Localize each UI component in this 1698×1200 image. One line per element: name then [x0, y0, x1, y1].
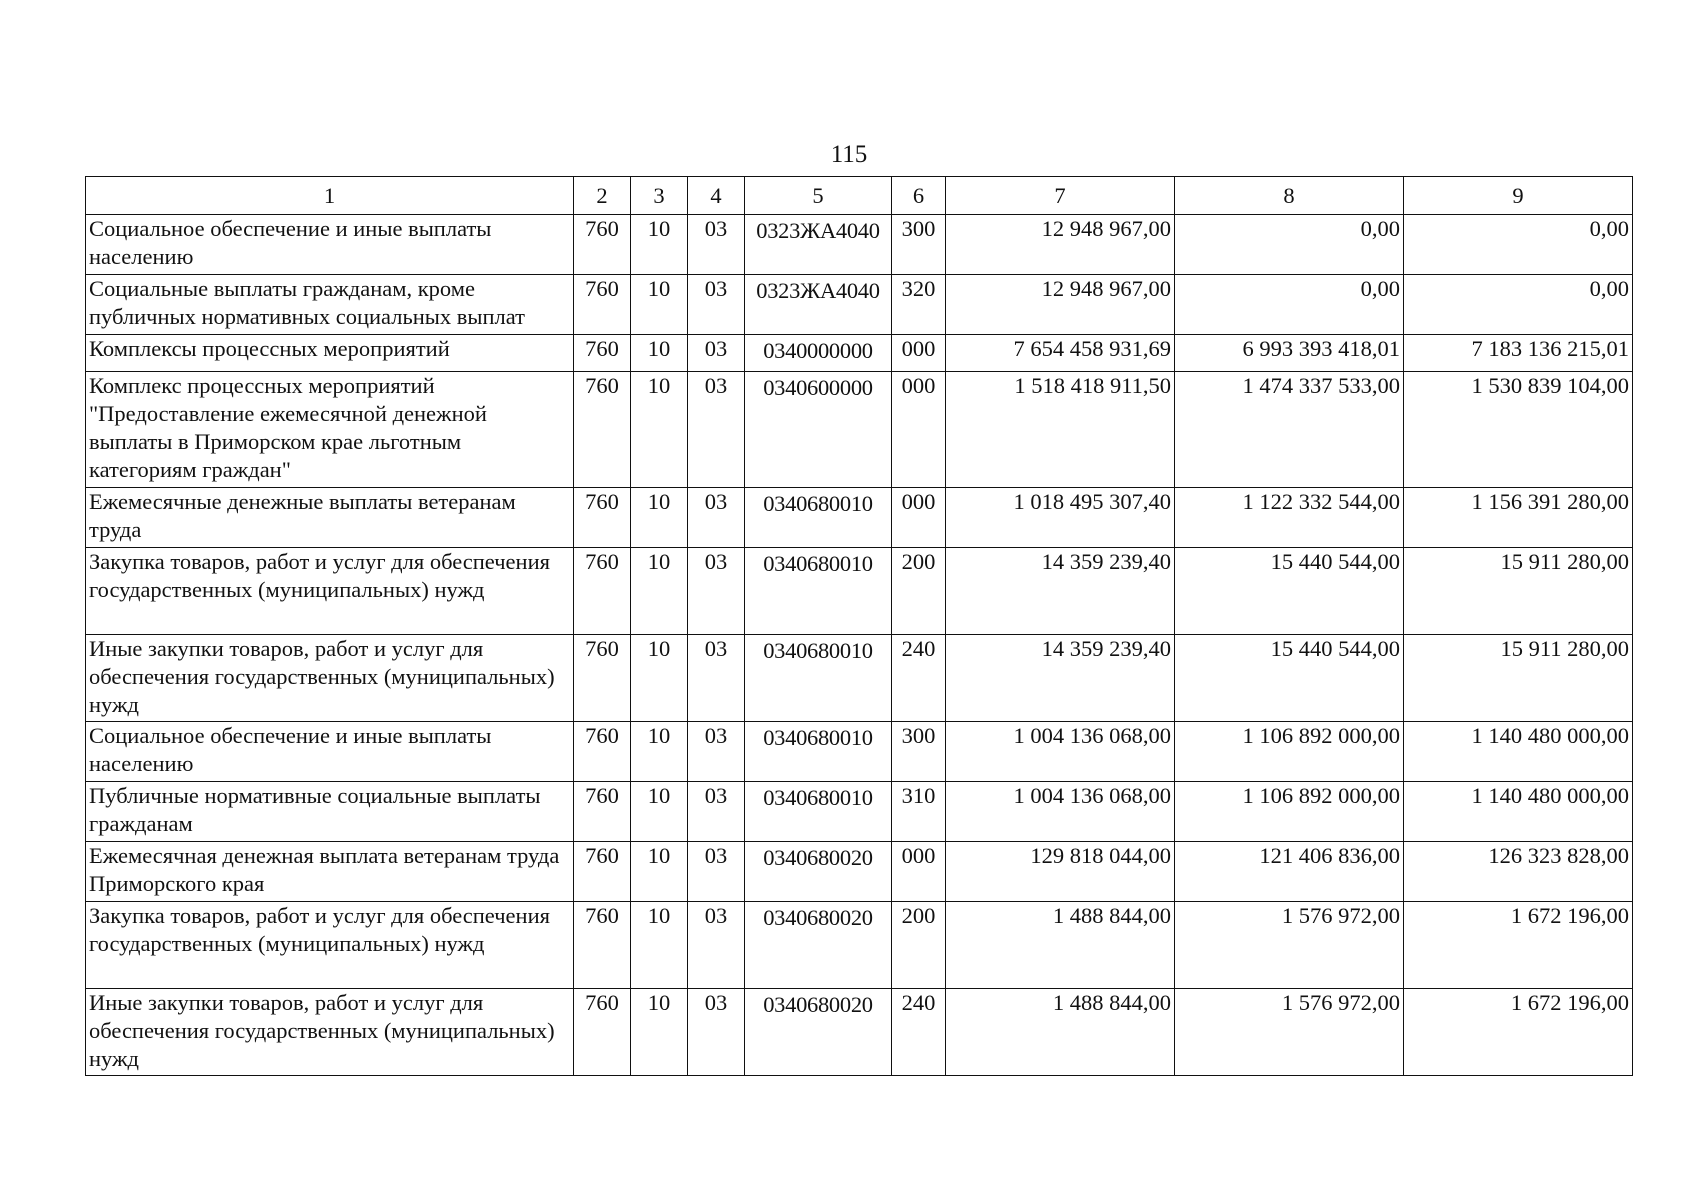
row-section: 10 — [631, 488, 688, 548]
row-expense-type: 240 — [892, 989, 946, 1076]
row-name: Иные закупки товаров, работ и услуг для обеспечения государственных (муниципальных) нужд — [86, 989, 574, 1076]
row-grbs: 760 — [574, 215, 631, 275]
row-subsection: 03 — [688, 215, 745, 275]
row-section: 10 — [631, 722, 688, 782]
row-grbs: 760 — [574, 722, 631, 782]
row-expense-type: 200 — [892, 548, 946, 635]
table-row — [86, 215, 1633, 275]
row-amount-1: 7 654 458 931,69 — [946, 335, 1175, 372]
row-target-article: 0340680010 — [745, 782, 892, 842]
row-amount-1: 14 359 239,40 — [946, 635, 1175, 722]
row-expense-type: 300 — [892, 215, 946, 275]
row-grbs: 760 — [574, 548, 631, 635]
row-section: 10 — [631, 902, 688, 989]
row-target-article: 0340680010 — [745, 722, 892, 782]
row-expense-type: 240 — [892, 635, 946, 722]
row-amount-3: 1 156 391 280,00 — [1404, 488, 1633, 548]
row-grbs: 760 — [574, 989, 631, 1076]
header-cell-amount-3: 9 — [1404, 177, 1633, 215]
row-target-article: 0340680010 — [745, 488, 892, 548]
row-amount-2: 1 106 892 000,00 — [1175, 722, 1404, 782]
row-expense-type: 300 — [892, 722, 946, 782]
row-section: 10 — [631, 372, 688, 488]
row-section: 10 — [631, 215, 688, 275]
row-target-article: 0340600000 — [745, 372, 892, 488]
table-row — [86, 335, 1633, 372]
row-name: Комплексы процессных мероприятий — [86, 335, 574, 372]
row-target-article: 0340680020 — [745, 842, 892, 902]
row-grbs: 760 — [574, 782, 631, 842]
table-row — [86, 635, 1633, 722]
row-subsection: 03 — [688, 722, 745, 782]
row-grbs: 760 — [574, 372, 631, 488]
row-subsection: 03 — [688, 842, 745, 902]
header-cell-section: 3 — [631, 177, 688, 215]
row-amount-3: 15 911 280,00 — [1404, 635, 1633, 722]
row-section: 10 — [631, 842, 688, 902]
row-amount-2: 1 122 332 544,00 — [1175, 488, 1404, 548]
row-section: 10 — [631, 782, 688, 842]
row-amount-3: 7 183 136 215,01 — [1404, 335, 1633, 372]
row-amount-2: 15 440 544,00 — [1175, 548, 1404, 635]
row-name: Ежемесячные денежные выплаты ветеранам труда — [86, 488, 574, 548]
header-cell-subsection: 4 — [688, 177, 745, 215]
row-name: Ежемесячная денежная выплата ветеранам труда Приморского края — [86, 842, 574, 902]
row-expense-type: 000 — [892, 372, 946, 488]
row-amount-2: 0,00 — [1175, 215, 1404, 275]
row-name: Закупка товаров, работ и услуг для обеспечения государственных (муниципальных) нужд — [86, 548, 574, 635]
row-grbs: 760 — [574, 635, 631, 722]
table-row — [86, 722, 1633, 782]
budget-table — [85, 176, 1633, 1076]
row-grbs: 760 — [574, 335, 631, 372]
table-row — [86, 782, 1633, 842]
row-amount-3: 0,00 — [1404, 215, 1633, 275]
row-grbs: 760 — [574, 275, 631, 335]
row-amount-1: 1 004 136 068,00 — [946, 722, 1175, 782]
row-section: 10 — [631, 275, 688, 335]
row-expense-type: 310 — [892, 782, 946, 842]
row-grbs: 760 — [574, 902, 631, 989]
row-name: Закупка товаров, работ и услуг для обеспечения государственных (муниципальных) нужд — [86, 902, 574, 989]
row-amount-2: 0,00 — [1175, 275, 1404, 335]
row-subsection: 03 — [688, 488, 745, 548]
table-row — [86, 488, 1633, 548]
row-section: 10 — [631, 989, 688, 1076]
row-target-article: 0340680010 — [745, 548, 892, 635]
row-amount-2: 15 440 544,00 — [1175, 635, 1404, 722]
row-expense-type: 320 — [892, 275, 946, 335]
row-amount-2: 6 993 393 418,01 — [1175, 335, 1404, 372]
row-amount-1: 1 018 495 307,40 — [946, 488, 1175, 548]
table-row — [86, 275, 1633, 335]
row-amount-3: 1 140 480 000,00 — [1404, 722, 1633, 782]
row-amount-3: 1 672 196,00 — [1404, 989, 1633, 1076]
row-name: Комплекс процессных мероприятий "Предоставление ежемесячной денежной выплаты в Приморском крае льготным категориям граждан" — [86, 372, 574, 488]
row-target-article: 0340000000 — [745, 335, 892, 372]
row-subsection: 03 — [688, 335, 745, 372]
row-grbs: 760 — [574, 842, 631, 902]
row-subsection: 03 — [688, 902, 745, 989]
row-expense-type: 000 — [892, 488, 946, 548]
row-amount-1: 1 488 844,00 — [946, 989, 1175, 1076]
row-section: 10 — [631, 635, 688, 722]
header-cell-expense-type: 6 — [892, 177, 946, 215]
row-amount-1: 129 818 044,00 — [946, 842, 1175, 902]
row-grbs: 760 — [574, 488, 631, 548]
row-target-article: 0323ЖА4040 — [745, 215, 892, 275]
row-amount-3: 1 672 196,00 — [1404, 902, 1633, 989]
row-expense-type: 200 — [892, 902, 946, 989]
row-expense-type: 000 — [892, 335, 946, 372]
row-amount-1: 1 518 418 911,50 — [946, 372, 1175, 488]
row-amount-2: 1 576 972,00 — [1175, 902, 1404, 989]
row-target-article: 0340680010 — [745, 635, 892, 722]
row-name: Социальное обеспечение и иные выплаты населению — [86, 215, 574, 275]
table-row — [86, 902, 1633, 989]
row-amount-3: 1 530 839 104,00 — [1404, 372, 1633, 488]
row-amount-3: 0,00 — [1404, 275, 1633, 335]
row-expense-type: 000 — [892, 842, 946, 902]
row-subsection: 03 — [688, 635, 745, 722]
row-amount-1: 1 004 136 068,00 — [946, 782, 1175, 842]
row-amount-3: 1 140 480 000,00 — [1404, 782, 1633, 842]
row-subsection: 03 — [688, 989, 745, 1076]
row-amount-2: 121 406 836,00 — [1175, 842, 1404, 902]
row-name: Публичные нормативные социальные выплаты гражданам — [86, 782, 574, 842]
row-subsection: 03 — [688, 782, 745, 842]
row-amount-2: 1 576 972,00 — [1175, 989, 1404, 1076]
row-subsection: 03 — [688, 372, 745, 488]
table-row — [86, 842, 1633, 902]
header-cell-amount-2: 8 — [1175, 177, 1404, 215]
header-cell-grbs: 2 — [574, 177, 631, 215]
row-name: Социальные выплаты гражданам, кроме публичных нормативных социальных выплат — [86, 275, 574, 335]
row-amount-3: 15 911 280,00 — [1404, 548, 1633, 635]
row-amount-2: 1 106 892 000,00 — [1175, 782, 1404, 842]
row-target-article: 0340680020 — [745, 989, 892, 1076]
row-subsection: 03 — [688, 275, 745, 335]
row-amount-1: 12 948 967,00 — [946, 275, 1175, 335]
row-name: Иные закупки товаров, работ и услуг для обеспечения государственных (муниципальных) нужд — [86, 635, 574, 722]
table-row — [86, 372, 1633, 488]
row-target-article: 0340680020 — [745, 902, 892, 989]
header-cell-amount-1: 7 — [946, 177, 1175, 215]
row-amount-1: 14 359 239,40 — [946, 548, 1175, 635]
header-cell-target-article: 5 — [745, 177, 892, 215]
row-target-article: 0323ЖА4040 — [745, 275, 892, 335]
row-section: 10 — [631, 335, 688, 372]
row-subsection: 03 — [688, 548, 745, 635]
row-amount-2: 1 474 337 533,00 — [1175, 372, 1404, 488]
row-section: 10 — [631, 548, 688, 635]
table-row — [86, 548, 1633, 635]
row-amount-3: 126 323 828,00 — [1404, 842, 1633, 902]
page-number: 115 — [830, 141, 868, 168]
header-row — [86, 177, 1633, 215]
row-name: Социальное обеспечение и иные выплаты населению — [86, 722, 574, 782]
row-amount-1: 12 948 967,00 — [946, 215, 1175, 275]
table-row — [86, 989, 1633, 1076]
header-cell-name: 1 — [86, 177, 574, 215]
row-amount-1: 1 488 844,00 — [946, 902, 1175, 989]
